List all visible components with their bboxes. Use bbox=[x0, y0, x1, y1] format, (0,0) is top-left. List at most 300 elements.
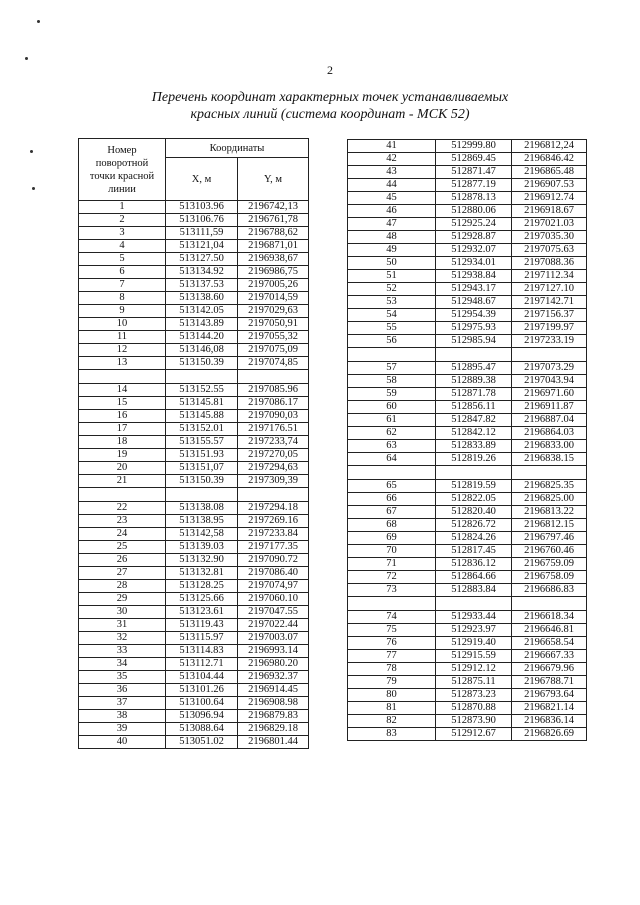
y-coordinate-cell: 2196879.83 bbox=[238, 710, 309, 723]
point-number-cell: 78 bbox=[348, 663, 436, 676]
table-row-blank bbox=[79, 370, 309, 384]
table-row bbox=[79, 292, 309, 305]
point-number-cell bbox=[79, 370, 166, 384]
x-coordinate-cell: 512895.47 bbox=[436, 362, 512, 375]
point-number-cell: 68 bbox=[348, 519, 436, 532]
point-number-cell: 24 bbox=[79, 528, 166, 541]
point-number-cell: 13 bbox=[79, 357, 166, 370]
x-coordinate-cell: 512819.26 bbox=[436, 453, 512, 466]
point-number-cell: 51 bbox=[348, 270, 436, 283]
table-row bbox=[348, 153, 587, 166]
y-coordinate-cell: 2196667.33 bbox=[512, 650, 587, 663]
point-number-cell: 83 bbox=[348, 728, 436, 741]
x-coordinate-cell: 513112.71 bbox=[166, 658, 238, 671]
point-number-cell: 33 bbox=[79, 645, 166, 658]
point-number-cell: 42 bbox=[348, 153, 436, 166]
y-coordinate-cell: 2197233.19 bbox=[512, 335, 587, 348]
table-row bbox=[348, 532, 587, 545]
y-coordinate-cell bbox=[238, 488, 309, 502]
point-number-cell: 5 bbox=[79, 253, 166, 266]
point-number-cell: 48 bbox=[348, 231, 436, 244]
y-coordinate-cell: 2196986,75 bbox=[238, 266, 309, 279]
y-coordinate-cell: 2196825.00 bbox=[512, 493, 587, 506]
point-number-cell: 82 bbox=[348, 715, 436, 728]
y-coordinate-cell: 2196813.22 bbox=[512, 506, 587, 519]
scan-speck bbox=[25, 57, 28, 60]
table-row bbox=[348, 309, 587, 322]
x-coordinate-cell: 513142,58 bbox=[166, 528, 238, 541]
point-number-cell: 81 bbox=[348, 702, 436, 715]
point-number-cell: 25 bbox=[79, 541, 166, 554]
table-row bbox=[348, 179, 587, 192]
y-coordinate-cell: 2196826.69 bbox=[512, 728, 587, 741]
point-number-cell: 80 bbox=[348, 689, 436, 702]
y-coordinate-cell: 2197086.40 bbox=[238, 567, 309, 580]
point-number-cell: 16 bbox=[79, 410, 166, 423]
table-row bbox=[79, 606, 309, 619]
x-coordinate-cell: 513145.88 bbox=[166, 410, 238, 423]
y-coordinate-cell: 2196801.44 bbox=[238, 736, 309, 749]
y-coordinate-cell: 2196812.15 bbox=[512, 519, 587, 532]
x-coordinate-cell: 512938.84 bbox=[436, 270, 512, 283]
point-number-cell: 9 bbox=[79, 305, 166, 318]
y-coordinate-cell: 2196618.34 bbox=[512, 611, 587, 624]
point-number-cell: 8 bbox=[79, 292, 166, 305]
table-row bbox=[348, 480, 587, 493]
y-coordinate-cell: 2197086.17 bbox=[238, 397, 309, 410]
point-number-cell: 55 bbox=[348, 322, 436, 335]
x-coordinate-cell: 512873.23 bbox=[436, 689, 512, 702]
y-coordinate-cell: 2197050,91 bbox=[238, 318, 309, 331]
y-coordinate-cell: 2196971.60 bbox=[512, 388, 587, 401]
y-coordinate-cell: 2196686.83 bbox=[512, 584, 587, 597]
x-coordinate-cell: 512824.26 bbox=[436, 532, 512, 545]
x-coordinate-cell: 513155.57 bbox=[166, 436, 238, 449]
y-coordinate-cell: 2197112.34 bbox=[512, 270, 587, 283]
table-row bbox=[348, 257, 587, 270]
point-number-cell: 11 bbox=[79, 331, 166, 344]
x-coordinate-cell: 513152.55 bbox=[166, 384, 238, 397]
point-number-cell: 69 bbox=[348, 532, 436, 545]
y-coordinate-cell: 2196821.14 bbox=[512, 702, 587, 715]
x-coordinate-cell: 513051.02 bbox=[166, 736, 238, 749]
point-number-cell: 35 bbox=[79, 671, 166, 684]
table-row bbox=[348, 205, 587, 218]
x-coordinate-cell: 512919.40 bbox=[436, 637, 512, 650]
table-row bbox=[348, 388, 587, 401]
point-number-cell: 54 bbox=[348, 309, 436, 322]
x-coordinate-cell: 512833.89 bbox=[436, 440, 512, 453]
y-coordinate-cell: 2196846.42 bbox=[512, 153, 587, 166]
y-coordinate-cell: 2197029,63 bbox=[238, 305, 309, 318]
y-coordinate-cell: 2196797.46 bbox=[512, 532, 587, 545]
table-row bbox=[348, 571, 587, 584]
y-coordinate-cell: 2196912.74 bbox=[512, 192, 587, 205]
title-line-2: красных линий (система координат - МСК 52) bbox=[190, 107, 470, 122]
point-number-cell: 79 bbox=[348, 676, 436, 689]
point-number-cell: 21 bbox=[79, 475, 166, 488]
table-row bbox=[79, 201, 309, 214]
table-row bbox=[79, 528, 309, 541]
x-coordinate-cell: 513114.83 bbox=[166, 645, 238, 658]
point-number-cell: 19 bbox=[79, 449, 166, 462]
y-coordinate-cell: 2197043.94 bbox=[512, 375, 587, 388]
y-coordinate-cell: 2196761,78 bbox=[238, 214, 309, 227]
x-coordinate-cell: 512869.45 bbox=[436, 153, 512, 166]
table-row bbox=[79, 697, 309, 710]
point-number-cell: 26 bbox=[79, 554, 166, 567]
point-number-cell bbox=[348, 466, 436, 480]
header-y: Y, м bbox=[238, 158, 309, 201]
point-number-cell: 46 bbox=[348, 205, 436, 218]
point-number-cell: 73 bbox=[348, 584, 436, 597]
y-coordinate-cell: 2197074,97 bbox=[238, 580, 309, 593]
table-row bbox=[348, 296, 587, 309]
table-row bbox=[79, 632, 309, 645]
x-coordinate-cell: 512912.12 bbox=[436, 663, 512, 676]
table-row bbox=[348, 689, 587, 702]
point-number-cell: 17 bbox=[79, 423, 166, 436]
y-coordinate-cell: 2197022.44 bbox=[238, 619, 309, 632]
table-row bbox=[79, 253, 309, 266]
y-coordinate-cell: 2196825.35 bbox=[512, 480, 587, 493]
y-coordinate-cell: 2197142.71 bbox=[512, 296, 587, 309]
point-number-cell: 10 bbox=[79, 318, 166, 331]
x-coordinate-cell: 513144.20 bbox=[166, 331, 238, 344]
y-coordinate-cell: 2196993.14 bbox=[238, 645, 309, 658]
table-row bbox=[79, 397, 309, 410]
x-coordinate-cell: 513152.01 bbox=[166, 423, 238, 436]
point-number-cell: 57 bbox=[348, 362, 436, 375]
y-coordinate-cell: 2196887.04 bbox=[512, 414, 587, 427]
y-coordinate-cell: 2196812,24 bbox=[512, 140, 587, 153]
table-row-blank bbox=[348, 466, 587, 480]
x-coordinate-cell: 513119.43 bbox=[166, 619, 238, 632]
table-row bbox=[79, 357, 309, 370]
table-row bbox=[79, 423, 309, 436]
point-number-cell: 27 bbox=[79, 567, 166, 580]
x-coordinate-cell: 513088.64 bbox=[166, 723, 238, 736]
table-row-blank bbox=[348, 348, 587, 362]
coordinates-table-right bbox=[347, 139, 587, 741]
x-coordinate-cell: 513128.25 bbox=[166, 580, 238, 593]
x-coordinate-cell: 513143.89 bbox=[166, 318, 238, 331]
x-coordinate-cell: 512820.40 bbox=[436, 506, 512, 519]
point-number-cell: 64 bbox=[348, 453, 436, 466]
point-number-cell: 41 bbox=[348, 140, 436, 153]
table-row bbox=[348, 493, 587, 506]
point-number-cell: 47 bbox=[348, 218, 436, 231]
point-number-cell: 77 bbox=[348, 650, 436, 663]
scan-speck bbox=[30, 150, 33, 153]
point-number-cell: 71 bbox=[348, 558, 436, 571]
table-row bbox=[348, 663, 587, 676]
table-row bbox=[348, 519, 587, 532]
table-row bbox=[79, 619, 309, 632]
x-coordinate-cell: 512847.82 bbox=[436, 414, 512, 427]
table-row bbox=[348, 728, 587, 741]
point-number-cell: 31 bbox=[79, 619, 166, 632]
table-row bbox=[348, 270, 587, 283]
table-row bbox=[79, 710, 309, 723]
x-coordinate-cell: 513132.90 bbox=[166, 554, 238, 567]
point-number-cell: 15 bbox=[79, 397, 166, 410]
x-coordinate-cell: 513123.61 bbox=[166, 606, 238, 619]
point-number-cell: 45 bbox=[348, 192, 436, 205]
table-row bbox=[348, 218, 587, 231]
x-coordinate-cell: 512875.11 bbox=[436, 676, 512, 689]
table-row bbox=[348, 611, 587, 624]
table-row bbox=[348, 375, 587, 388]
table-row-blank bbox=[348, 597, 587, 611]
x-coordinate-cell: 512954.39 bbox=[436, 309, 512, 322]
table-row bbox=[79, 567, 309, 580]
y-coordinate-cell: 2196658.54 bbox=[512, 637, 587, 650]
x-coordinate-cell: 513151.93 bbox=[166, 449, 238, 462]
table-row bbox=[348, 427, 587, 440]
point-number-cell: 7 bbox=[79, 279, 166, 292]
header-coordinates: Координаты bbox=[166, 139, 309, 158]
point-number-cell: 67 bbox=[348, 506, 436, 519]
table-row bbox=[79, 736, 309, 749]
point-number-cell: 60 bbox=[348, 401, 436, 414]
x-coordinate-cell: 513151,07 bbox=[166, 462, 238, 475]
table-row bbox=[79, 475, 309, 488]
y-coordinate-cell: 2197090,03 bbox=[238, 410, 309, 423]
table-row bbox=[348, 637, 587, 650]
point-number-cell: 40 bbox=[79, 736, 166, 749]
point-number-cell: 1 bbox=[79, 201, 166, 214]
left-table-body bbox=[79, 201, 309, 749]
point-number-cell: 59 bbox=[348, 388, 436, 401]
y-coordinate-cell: 2196911.87 bbox=[512, 401, 587, 414]
y-coordinate-cell: 2197073.29 bbox=[512, 362, 587, 375]
x-coordinate-cell: 512856.11 bbox=[436, 401, 512, 414]
point-number-cell: 39 bbox=[79, 723, 166, 736]
table-row bbox=[348, 453, 587, 466]
table-row bbox=[79, 658, 309, 671]
y-coordinate-cell: 2196833.00 bbox=[512, 440, 587, 453]
x-coordinate-cell: 513134.92 bbox=[166, 266, 238, 279]
y-coordinate-cell: 2197199.97 bbox=[512, 322, 587, 335]
point-number-cell: 66 bbox=[348, 493, 436, 506]
y-coordinate-cell bbox=[238, 370, 309, 384]
x-coordinate-cell: 512864.66 bbox=[436, 571, 512, 584]
y-coordinate-cell: 2196938,67 bbox=[238, 253, 309, 266]
y-coordinate-cell: 2197074,85 bbox=[238, 357, 309, 370]
coordinates-table-left bbox=[78, 138, 309, 749]
point-number-cell: 23 bbox=[79, 515, 166, 528]
table-row bbox=[79, 410, 309, 423]
point-number-cell: 4 bbox=[79, 240, 166, 253]
x-coordinate-cell: 512915.59 bbox=[436, 650, 512, 663]
point-number-cell: 32 bbox=[79, 632, 166, 645]
table-row bbox=[348, 414, 587, 427]
x-coordinate-cell: 513146,08 bbox=[166, 344, 238, 357]
x-coordinate-cell: 513121,04 bbox=[166, 240, 238, 253]
x-coordinate-cell: 513115.97 bbox=[166, 632, 238, 645]
point-number-cell: 53 bbox=[348, 296, 436, 309]
x-coordinate-cell: 512826.72 bbox=[436, 519, 512, 532]
x-coordinate-cell: 513125.66 bbox=[166, 593, 238, 606]
right-table-body bbox=[348, 140, 587, 741]
table-row bbox=[79, 436, 309, 449]
table-row bbox=[79, 671, 309, 684]
x-coordinate-cell: 512928.87 bbox=[436, 231, 512, 244]
y-coordinate-cell: 2197127.10 bbox=[512, 283, 587, 296]
point-number-cell: 29 bbox=[79, 593, 166, 606]
x-coordinate-cell: 512819.59 bbox=[436, 480, 512, 493]
point-number-cell: 70 bbox=[348, 545, 436, 558]
x-coordinate-cell: 513150.39 bbox=[166, 357, 238, 370]
x-coordinate-cell bbox=[436, 597, 512, 611]
table-row bbox=[79, 344, 309, 357]
table-row bbox=[79, 684, 309, 697]
x-coordinate-cell: 512923.97 bbox=[436, 624, 512, 637]
x-coordinate-cell bbox=[166, 370, 238, 384]
y-coordinate-cell: 2196838.15 bbox=[512, 453, 587, 466]
table-row bbox=[348, 584, 587, 597]
x-coordinate-cell bbox=[436, 348, 512, 362]
table-row bbox=[348, 401, 587, 414]
point-number-cell: 61 bbox=[348, 414, 436, 427]
point-number-cell: 63 bbox=[348, 440, 436, 453]
y-coordinate-cell: 2196908.98 bbox=[238, 697, 309, 710]
scan-speck bbox=[37, 20, 40, 23]
x-coordinate-cell: 512877.19 bbox=[436, 179, 512, 192]
x-coordinate-cell: 513138.95 bbox=[166, 515, 238, 528]
point-number-cell: 30 bbox=[79, 606, 166, 619]
y-coordinate-cell: 2197085.96 bbox=[238, 384, 309, 397]
y-coordinate-cell bbox=[512, 597, 587, 611]
y-coordinate-cell: 2197090.72 bbox=[238, 554, 309, 567]
y-coordinate-cell: 2196679.96 bbox=[512, 663, 587, 676]
point-number-cell: 50 bbox=[348, 257, 436, 270]
x-coordinate-cell: 513101.26 bbox=[166, 684, 238, 697]
point-number-cell: 43 bbox=[348, 166, 436, 179]
y-coordinate-cell: 2197055,32 bbox=[238, 331, 309, 344]
table-row bbox=[348, 650, 587, 663]
point-number-cell: 56 bbox=[348, 335, 436, 348]
table-row bbox=[348, 440, 587, 453]
x-coordinate-cell: 512889.38 bbox=[436, 375, 512, 388]
point-number-cell: 28 bbox=[79, 580, 166, 593]
table-row bbox=[79, 279, 309, 292]
y-coordinate-cell: 2196918.67 bbox=[512, 205, 587, 218]
point-number-cell: 37 bbox=[79, 697, 166, 710]
table-row bbox=[79, 593, 309, 606]
y-coordinate-cell: 2197294,63 bbox=[238, 462, 309, 475]
y-coordinate-cell: 2196907.53 bbox=[512, 179, 587, 192]
point-number-cell: 44 bbox=[348, 179, 436, 192]
y-coordinate-cell: 2196646.81 bbox=[512, 624, 587, 637]
point-number-cell: 75 bbox=[348, 624, 436, 637]
table-row bbox=[79, 580, 309, 593]
x-coordinate-cell: 512836.12 bbox=[436, 558, 512, 571]
point-number-cell: 36 bbox=[79, 684, 166, 697]
x-coordinate-cell: 512883.84 bbox=[436, 584, 512, 597]
y-coordinate-cell: 2197088.36 bbox=[512, 257, 587, 270]
y-coordinate-cell bbox=[512, 348, 587, 362]
y-coordinate-cell: 2197309,39 bbox=[238, 475, 309, 488]
title-line-1: Перечень координат характерных точек устанавливаемых bbox=[151, 90, 509, 105]
point-number-cell: 62 bbox=[348, 427, 436, 440]
x-coordinate-cell: 512985.94 bbox=[436, 335, 512, 348]
point-number-cell: 72 bbox=[348, 571, 436, 584]
y-coordinate-cell: 2197035.30 bbox=[512, 231, 587, 244]
x-coordinate-cell: 513096.94 bbox=[166, 710, 238, 723]
y-coordinate-cell: 2196829.18 bbox=[238, 723, 309, 736]
x-coordinate-cell: 513132.81 bbox=[166, 567, 238, 580]
x-coordinate-cell: 512943.17 bbox=[436, 283, 512, 296]
y-coordinate-cell: 2197233.84 bbox=[238, 528, 309, 541]
point-number-cell: 18 bbox=[79, 436, 166, 449]
y-coordinate-cell: 2197021.03 bbox=[512, 218, 587, 231]
table-row bbox=[79, 331, 309, 344]
table-row bbox=[348, 362, 587, 375]
table-row bbox=[348, 624, 587, 637]
y-coordinate-cell: 2196742,13 bbox=[238, 201, 309, 214]
y-coordinate-cell: 2197014,59 bbox=[238, 292, 309, 305]
table-row bbox=[79, 449, 309, 462]
table-row bbox=[348, 702, 587, 715]
point-number-cell: 76 bbox=[348, 637, 436, 650]
point-number-cell: 3 bbox=[79, 227, 166, 240]
point-number-cell bbox=[79, 488, 166, 502]
x-coordinate-cell: 512873.90 bbox=[436, 715, 512, 728]
point-number-cell: 2 bbox=[79, 214, 166, 227]
document-title bbox=[120, 89, 540, 123]
x-coordinate-cell: 512975.93 bbox=[436, 322, 512, 335]
x-coordinate-cell: 512880.06 bbox=[436, 205, 512, 218]
point-number-cell: 14 bbox=[79, 384, 166, 397]
table-row bbox=[79, 723, 309, 736]
y-coordinate-cell: 2196865.48 bbox=[512, 166, 587, 179]
x-coordinate-cell: 512999.80 bbox=[436, 140, 512, 153]
y-coordinate-cell: 2196980.20 bbox=[238, 658, 309, 671]
y-coordinate-cell: 2197176.51 bbox=[238, 423, 309, 436]
table-row bbox=[348, 506, 587, 519]
x-coordinate-cell: 512934.01 bbox=[436, 257, 512, 270]
point-number-cell: 20 bbox=[79, 462, 166, 475]
y-coordinate-cell: 2196793.64 bbox=[512, 689, 587, 702]
x-coordinate-cell: 513100.64 bbox=[166, 697, 238, 710]
scan-speck bbox=[32, 187, 35, 190]
y-coordinate-cell: 2196914.45 bbox=[238, 684, 309, 697]
y-coordinate-cell: 2197156.37 bbox=[512, 309, 587, 322]
y-coordinate-cell: 2196864.03 bbox=[512, 427, 587, 440]
point-number-cell: 65 bbox=[348, 480, 436, 493]
x-coordinate-cell: 512925.24 bbox=[436, 218, 512, 231]
y-coordinate-cell bbox=[512, 466, 587, 480]
y-coordinate-cell: 2196932.37 bbox=[238, 671, 309, 684]
y-coordinate-cell: 2196760.46 bbox=[512, 545, 587, 558]
table-row bbox=[79, 462, 309, 475]
table-row bbox=[348, 244, 587, 257]
table-row bbox=[79, 384, 309, 397]
y-coordinate-cell: 2197060.10 bbox=[238, 593, 309, 606]
table-row bbox=[79, 502, 309, 515]
x-coordinate-cell: 512948.67 bbox=[436, 296, 512, 309]
table-row bbox=[79, 554, 309, 567]
header-point-number: Номер поворотной точки красной линии bbox=[79, 139, 166, 201]
table-row bbox=[79, 515, 309, 528]
x-coordinate-cell: 512817.45 bbox=[436, 545, 512, 558]
x-coordinate-cell: 512912.67 bbox=[436, 728, 512, 741]
point-number-cell: 52 bbox=[348, 283, 436, 296]
table-row bbox=[79, 266, 309, 279]
table-row bbox=[79, 645, 309, 658]
